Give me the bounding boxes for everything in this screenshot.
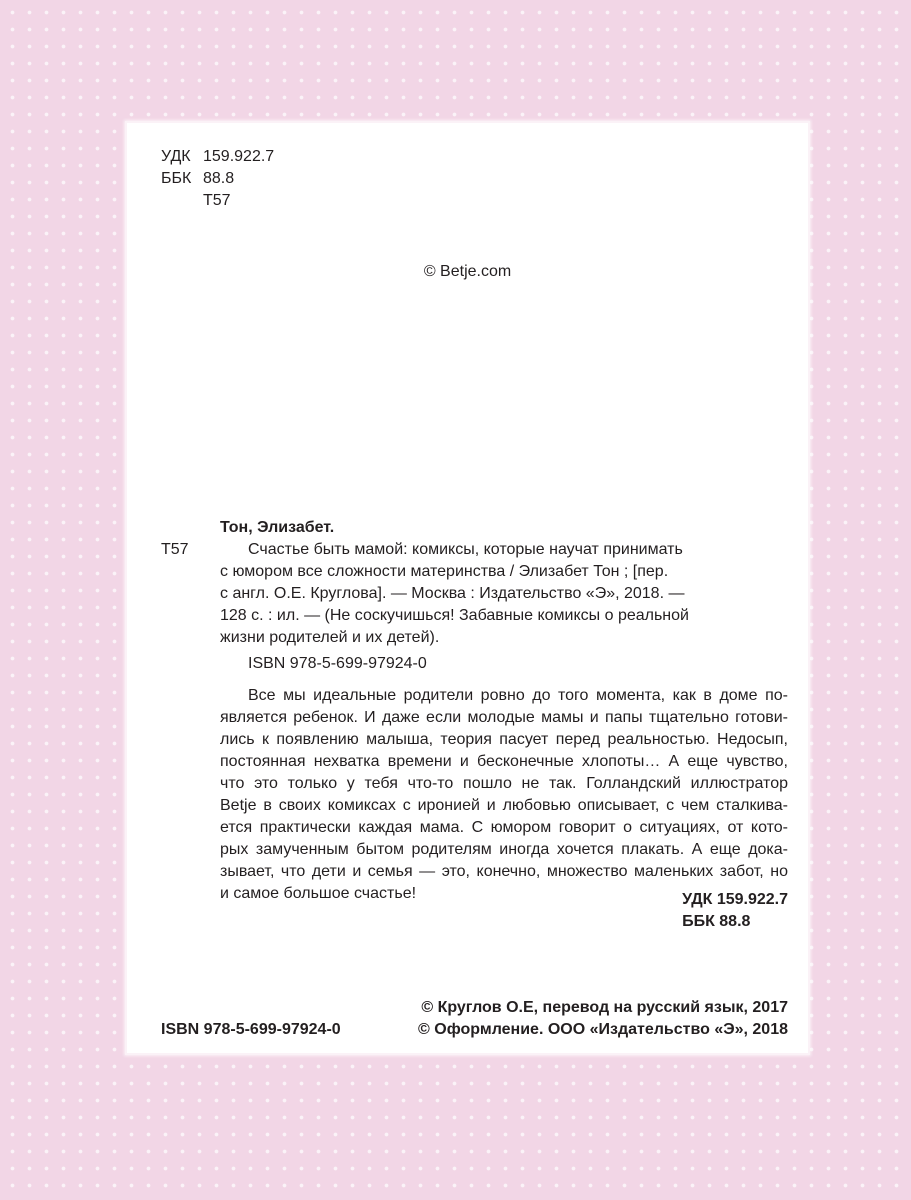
catalog-author-mark: Т57 [161,541,189,558]
annotation-line: зывает, что дети и семья — это, конечно, множество маленьких забот, но [220,863,788,880]
description-line: 128 с. : ил. — (Не соскучишься! Забавные комиксы о реальной [220,607,689,624]
description-line: Счастье быть мамой: комиксы, которые научат принимать [248,541,683,558]
annotation-line: и самое большое счастье! [220,885,417,902]
author-mark: Т57 [203,192,231,209]
bottom-udk: УДК 159.922.7 [682,891,788,908]
description-line: с юмором все сложности материнства / Элизабет Тон ; [пер. [220,563,669,580]
annotation [220,685,788,905]
annotation-line: рых замученным бытом родителям иногда хочется плакать. А еще дока- [220,841,788,858]
description-line: жизни родителей и их детей). [220,629,440,646]
bbk-label: ББК [161,170,192,187]
author-mark-row [161,190,274,212]
annotation-line: Betje в своих комиксах с иронией и любовью описывает, с чем сталкива- [220,797,788,814]
annotation-line: лись к появлению малыша, теория пасует перед реальностью. Недосып, [220,731,788,748]
copyright-notices [418,997,788,1041]
imprint-page [127,123,808,1053]
bottom-classification-codes [682,889,788,933]
udk-label: УДК [161,148,191,165]
catalog-isbn: ISBN 978-5-699-97924-0 [248,655,427,672]
annotation-line: Все мы идеальные родители ровно до того момента, как в доме по- [248,687,788,704]
bbk-row [161,168,274,190]
catalog-author: Тон, Элизабет. [220,519,335,536]
translation-copyright: © Круглов О.Е, перевод на русский язык, 2017 [421,999,788,1016]
annotation-line: является ребенок. И даже если молодые мамы и папы тщательно готови- [220,709,788,726]
bottom-bbk: ББК 88.8 [682,913,751,930]
udk-value: 159.922.7 [203,148,275,165]
udk-row [161,146,274,168]
design-copyright: © Оформление. ООО «Издательство «Э», 2018 [418,1021,788,1038]
illustrator-copyright: © Betje.com [423,263,512,280]
annotation-line: что это только у тебя что-то пошло не так. Голландский иллюстратор [220,775,788,792]
annotation-line: ется практически каждая мама. С юмором говорит о ситуациях, от кото- [220,819,788,836]
bottom-isbn: ISBN 978-5-699-97924-0 [161,1021,341,1038]
annotation-line: постоянная нехватка времени и бесконечные хлопоты… А еще чувство, [220,753,788,770]
description-line: с англ. О.Е. Круглова]. — Москва : Издательство «Э», 2018. — [220,585,685,602]
bbk-value: 88.8 [203,170,235,187]
classification-codes [161,146,274,212]
catalog-description [220,539,788,649]
